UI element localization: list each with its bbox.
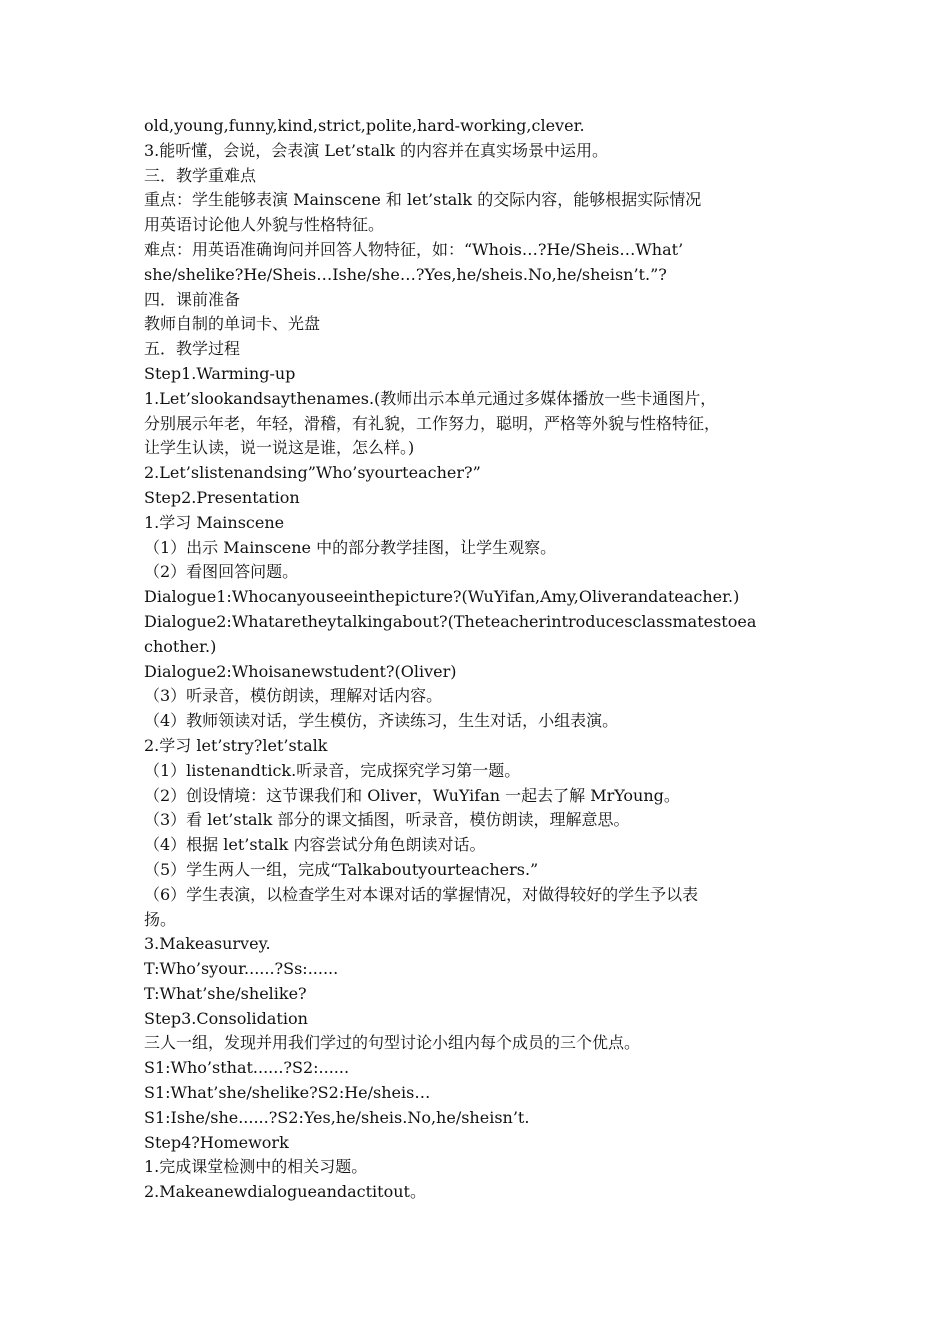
text-line: 3.能听懂，会说，会表演 Let’stalk 的内容并在真实场景中运用。: [144, 140, 609, 160]
text-line: S1:What’she/shelike?S2:He/sheis…: [144, 1083, 431, 1103]
text-line: Dialogue2:Whoisanewstudent?(Oliver): [144, 661, 457, 681]
text-line: S1:Who’sthat......?S2:......: [144, 1058, 350, 1078]
text-line: Dialogue1:Whocanyouseeinthepicture?(WuYifan,Amy,Oliverandateacher.): [144, 587, 740, 607]
text-line: Dialogue2:Whataretheytalkingabout?(Theteacherintroducesclassmatestoea: [144, 611, 757, 631]
text-line: 1.完成课堂检测中的相关习题。: [144, 1157, 368, 1177]
text-line: （4）教师领读对话，学生模仿，齐读练习，生生对话，小组表演。: [144, 711, 619, 731]
text-line: chother.): [144, 636, 217, 656]
text-line: 3.Makeasurvey.: [144, 934, 271, 954]
text-line: 分别展示年老，年轻，滑稽，有礼貌，工作努力，聪明，严格等外貌与性格特征，: [144, 413, 721, 433]
text-line: 三．教学重难点: [144, 165, 257, 185]
text-line: 1.学习 Mainscene: [144, 512, 285, 532]
text-line: 让学生认读，说一说这是谁，怎么样。): [144, 438, 415, 458]
text-line: （1）listenandtick.听录音，完成探究学习第一题。: [144, 760, 521, 780]
text-line: （3）听录音，模仿朗读，理解对话内容。: [144, 686, 443, 706]
text-line: 难点：用英语准确询问并回答人物特征，如：“Whois…?He/Sheis…What’: [144, 239, 684, 259]
text-line: 五．教学过程: [144, 339, 241, 359]
text-line: （4）根据 let’stalk 内容尝试分角色朗读对话。: [144, 835, 486, 855]
text-line: （2）创设情境：这节课我们和 Oliver，WuYifan 一起去了解 MrYoung。: [144, 785, 680, 805]
text-line: Step4?Homework: [144, 1132, 289, 1152]
text-line: 四．课前准备: [144, 289, 241, 309]
text-line: 2.Let’slistenandsing”Who’syourteacher?”: [144, 463, 481, 483]
text-line: （5）学生两人一组，完成“Talkaboutyourteachers.”: [144, 859, 539, 879]
text-line: she/shelike?He/Sheis…Ishe/she…?Yes,he/sheis.No,he/sheisn’t.”?: [144, 264, 667, 284]
text-line: （3）看 let’stalk 部分的课文插图，听录音，模仿朗读，理解意思。: [144, 810, 630, 830]
text-line: 2.学习 let’stry?let’stalk: [144, 735, 328, 755]
text-line: T:What’she/shelike?: [144, 983, 307, 1003]
text-line: 教师自制的单词卡、光盘: [144, 314, 321, 334]
text-line: 2.Makeanewdialogueandactitout。: [144, 1182, 426, 1202]
text-line: old,young,funny,kind,strict,polite,hard-working,clever.: [144, 116, 585, 135]
text-line: S1:Ishe/she......?S2:Yes,he/sheis.No,he/sheisn’t.: [144, 1107, 530, 1127]
text-line: （2）看图回答问题。: [144, 562, 299, 582]
text-line: 重点：学生能够表演 Mainscene 和 let’stalk 的交际内容，能够根据实际情况: [144, 190, 702, 210]
text-line: （6）学生表演，以检查学生对本课对话的掌握情况，对做得较好的学生予以表: [144, 884, 699, 904]
document-body: [144, 114, 814, 1205]
text-line: 1.Let’slookandsaythenames.(教师出示本单元通过多媒体播放一些卡通图片，: [144, 388, 717, 408]
text-line: 三人一组，发现并用我们学过的句型讨论小组内每个成员的三个优点。: [144, 1033, 641, 1053]
text-line: Step2.Presentation: [144, 487, 300, 507]
text-line: Step1.Warming-up: [144, 363, 296, 383]
text-line: （1）出示 Mainscene 中的部分教学挂图，让学生观察。: [144, 537, 557, 557]
text-line: 扬。: [144, 909, 177, 929]
text-line: 用英语讨论他人外貌与性格特征。: [144, 215, 385, 235]
text-line: Step3.Consolidation: [144, 1008, 308, 1028]
text-line: T:Who’syour......?Ss:......: [144, 959, 339, 979]
